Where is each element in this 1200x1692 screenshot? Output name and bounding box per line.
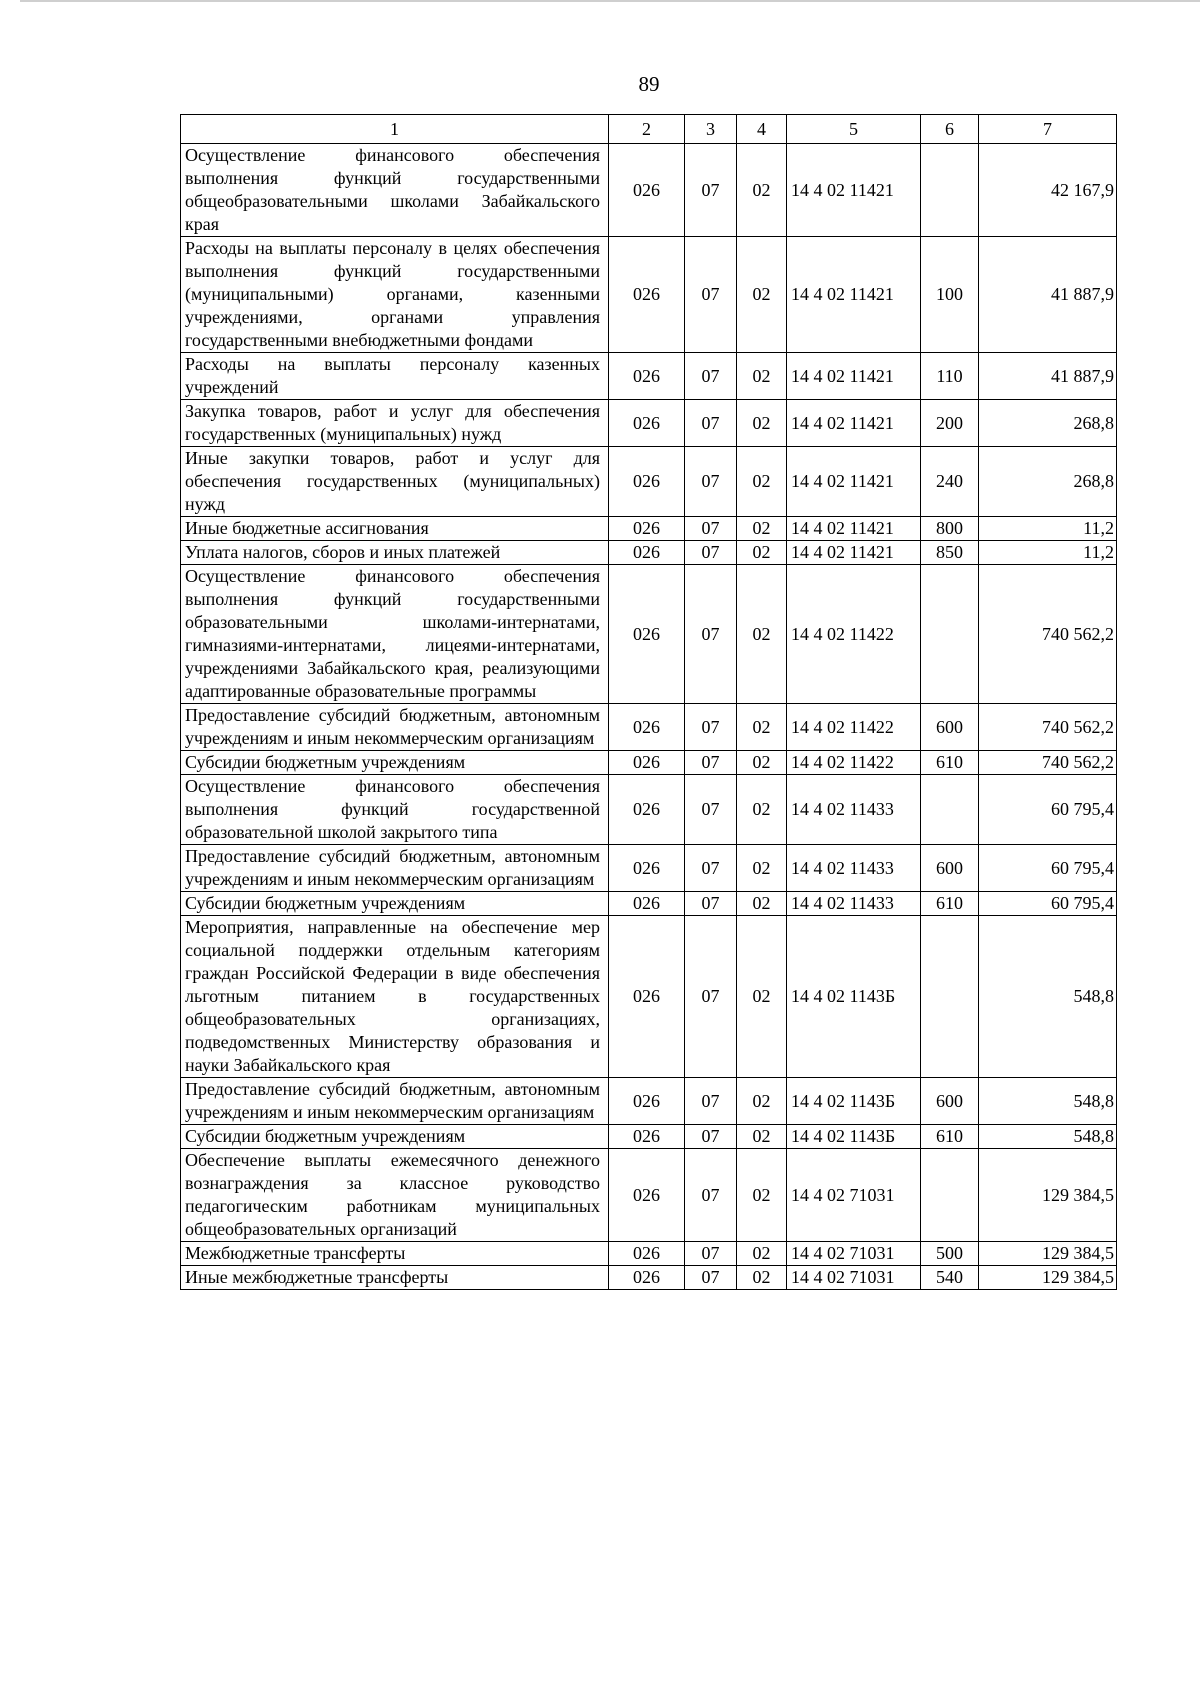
row-amount: 548,8 (979, 1078, 1117, 1125)
row-amount: 129 384,5 (979, 1149, 1117, 1242)
row-amount: 129 384,5 (979, 1242, 1117, 1266)
row-admin-code: 026 (609, 916, 685, 1078)
row-subsection: 02 (737, 704, 787, 751)
row-expense-type (921, 565, 979, 704)
row-expense-type: 610 (921, 1125, 979, 1149)
row-section: 07 (685, 1242, 737, 1266)
row-target-article: 14 4 02 11421 (787, 517, 921, 541)
row-target-article: 14 4 02 11433 (787, 845, 921, 892)
row-target-article: 14 4 02 1143Б (787, 1078, 921, 1125)
row-target-article: 14 4 02 1143Б (787, 1125, 921, 1149)
row-amount: 268,8 (979, 447, 1117, 517)
row-admin-code: 026 (609, 144, 685, 237)
row-target-article: 14 4 02 11421 (787, 447, 921, 517)
row-description: Расходы на выплаты персоналу казенных учреждений (181, 353, 609, 400)
row-admin-code: 026 (609, 1125, 685, 1149)
row-target-article: 14 4 02 11421 (787, 144, 921, 237)
row-description: Иные межбюджетные трансферты (181, 1266, 609, 1290)
row-expense-type (921, 775, 979, 845)
row-section: 07 (685, 1125, 737, 1149)
row-admin-code: 026 (609, 400, 685, 447)
table-row (181, 1149, 1117, 1242)
row-admin-code: 026 (609, 845, 685, 892)
row-target-article: 14 4 02 71031 (787, 1149, 921, 1242)
row-admin-code: 026 (609, 775, 685, 845)
row-amount: 60 795,4 (979, 892, 1117, 916)
row-target-article: 14 4 02 11421 (787, 541, 921, 565)
budget-table (180, 114, 1117, 1290)
row-expense-type: 600 (921, 704, 979, 751)
row-admin-code: 026 (609, 353, 685, 400)
row-admin-code: 026 (609, 1242, 685, 1266)
table-row (181, 1266, 1117, 1290)
row-section: 07 (685, 916, 737, 1078)
row-section: 07 (685, 845, 737, 892)
table-row (181, 447, 1117, 517)
row-expense-type: 200 (921, 400, 979, 447)
row-description: Закупка товаров, работ и услуг для обеспечения государственных (муниципальных) нужд (181, 400, 609, 447)
column-header: 5 (787, 115, 921, 144)
row-description: Иные закупки товаров, работ и услуг для обеспечения государственных (муниципальных) нужд (181, 447, 609, 517)
row-section: 07 (685, 541, 737, 565)
row-subsection: 02 (737, 1078, 787, 1125)
row-description: Предоставление субсидий бюджетным, автономным учреждениям и иным некоммерческим организациям (181, 704, 609, 751)
row-subsection: 02 (737, 916, 787, 1078)
row-subsection: 02 (737, 892, 787, 916)
row-section: 07 (685, 1266, 737, 1290)
table-row (181, 400, 1117, 447)
row-description: Субсидии бюджетным учреждениям (181, 892, 609, 916)
row-section: 07 (685, 237, 737, 353)
row-subsection: 02 (737, 565, 787, 704)
table-row (181, 775, 1117, 845)
row-amount: 548,8 (979, 916, 1117, 1078)
table-row (181, 1242, 1117, 1266)
row-amount: 548,8 (979, 1125, 1117, 1149)
column-header: 7 (979, 115, 1117, 144)
table-row (181, 237, 1117, 353)
row-description: Мероприятия, направленные на обеспечение мер социальной поддержки отдельным категориям граждан Российской Федерации в виде обеспечения льготным питанием в государственных общеобразовательных организациях, подведомственных Министерству образования и науки Забайкальского края (181, 916, 609, 1078)
row-amount: 41 887,9 (979, 237, 1117, 353)
table-row (181, 541, 1117, 565)
row-expense-type: 610 (921, 892, 979, 916)
row-section: 07 (685, 775, 737, 845)
row-section: 07 (685, 353, 737, 400)
row-subsection: 02 (737, 144, 787, 237)
table-header-row (181, 115, 1117, 144)
row-target-article: 14 4 02 11421 (787, 237, 921, 353)
row-amount: 740 562,2 (979, 565, 1117, 704)
row-admin-code: 026 (609, 704, 685, 751)
row-description: Обеспечение выплаты ежемесячного денежного вознаграждения за классное руководство педагогическим работникам муниципальных общеобразовательных организаций (181, 1149, 609, 1242)
row-target-article: 14 4 02 11422 (787, 704, 921, 751)
row-subsection: 02 (737, 1125, 787, 1149)
table-row (181, 517, 1117, 541)
row-amount: 11,2 (979, 541, 1117, 565)
row-subsection: 02 (737, 1242, 787, 1266)
table-row (181, 892, 1117, 916)
row-expense-type: 240 (921, 447, 979, 517)
row-section: 07 (685, 144, 737, 237)
table-row (181, 144, 1117, 237)
row-description: Осуществление финансового обеспечения выполнения функций государственными общеобразовательными школами Забайкальского края (181, 144, 609, 237)
row-description: Расходы на выплаты персоналу в целях обеспечения выполнения функций государственными (муниципальными) органами, казенными учреждениями, органами управления государственными внебюджетными фондами (181, 237, 609, 353)
row-subsection: 02 (737, 237, 787, 353)
row-expense-type: 110 (921, 353, 979, 400)
row-subsection: 02 (737, 1149, 787, 1242)
row-amount: 740 562,2 (979, 751, 1117, 775)
row-section: 07 (685, 892, 737, 916)
table-row (181, 916, 1117, 1078)
row-section: 07 (685, 565, 737, 704)
row-subsection: 02 (737, 541, 787, 565)
row-expense-type: 100 (921, 237, 979, 353)
row-amount: 268,8 (979, 400, 1117, 447)
row-admin-code: 026 (609, 565, 685, 704)
row-subsection: 02 (737, 775, 787, 845)
row-target-article: 14 4 02 11433 (787, 892, 921, 916)
row-amount: 740 562,2 (979, 704, 1117, 751)
row-amount: 60 795,4 (979, 775, 1117, 845)
row-subsection: 02 (737, 1266, 787, 1290)
row-subsection: 02 (737, 751, 787, 775)
row-expense-type: 600 (921, 1078, 979, 1125)
row-target-article: 14 4 02 71031 (787, 1266, 921, 1290)
row-target-article: 14 4 02 71031 (787, 1242, 921, 1266)
row-expense-type: 850 (921, 541, 979, 565)
column-header: 3 (685, 115, 737, 144)
table-row (181, 751, 1117, 775)
row-admin-code: 026 (609, 237, 685, 353)
row-expense-type (921, 1149, 979, 1242)
row-section: 07 (685, 400, 737, 447)
column-header: 2 (609, 115, 685, 144)
row-admin-code: 026 (609, 751, 685, 775)
column-header: 4 (737, 115, 787, 144)
row-expense-type: 600 (921, 845, 979, 892)
row-target-article: 14 4 02 11422 (787, 565, 921, 704)
row-description: Субсидии бюджетным учреждениям (181, 1125, 609, 1149)
row-subsection: 02 (737, 400, 787, 447)
row-amount: 129 384,5 (979, 1266, 1117, 1290)
row-subsection: 02 (737, 447, 787, 517)
row-expense-type: 500 (921, 1242, 979, 1266)
table-row (181, 565, 1117, 704)
row-description: Предоставление субсидий бюджетным, автономным учреждениям и иным некоммерческим организациям (181, 1078, 609, 1125)
table-row (181, 704, 1117, 751)
row-expense-type (921, 144, 979, 237)
column-header: 1 (181, 115, 609, 144)
table-row (181, 1125, 1117, 1149)
row-target-article: 14 4 02 1143Б (787, 916, 921, 1078)
row-target-article: 14 4 02 11421 (787, 353, 921, 400)
row-target-article: 14 4 02 11422 (787, 751, 921, 775)
scan-edge (20, 0, 1200, 2)
row-subsection: 02 (737, 845, 787, 892)
row-section: 07 (685, 751, 737, 775)
row-description: Межбюджетные трансферты (181, 1242, 609, 1266)
row-section: 07 (685, 1149, 737, 1242)
page-number: 89 (638, 72, 660, 96)
row-section: 07 (685, 704, 737, 751)
row-section: 07 (685, 447, 737, 517)
row-admin-code: 026 (609, 517, 685, 541)
row-amount: 41 887,9 (979, 353, 1117, 400)
row-admin-code: 026 (609, 1266, 685, 1290)
row-description: Осуществление финансового обеспечения выполнения функций государственными образовательными школами-интернатами, гимназиями-интернатами, лицеями-интернатами, учреждениями Забайкальского края, реализующими адаптированные образовательные программы (181, 565, 609, 704)
row-target-article: 14 4 02 11433 (787, 775, 921, 845)
row-amount: 11,2 (979, 517, 1117, 541)
table-row (181, 353, 1117, 400)
row-admin-code: 026 (609, 892, 685, 916)
row-admin-code: 026 (609, 541, 685, 565)
row-description: Предоставление субсидий бюджетным, автономным учреждениям и иным некоммерческим организациям (181, 845, 609, 892)
row-description: Осуществление финансового обеспечения выполнения функций государственной образовательной школой закрытого типа (181, 775, 609, 845)
row-expense-type: 540 (921, 1266, 979, 1290)
column-header: 6 (921, 115, 979, 144)
row-amount: 60 795,4 (979, 845, 1117, 892)
row-section: 07 (685, 517, 737, 541)
row-section: 07 (685, 1078, 737, 1125)
row-description: Уплата налогов, сборов и иных платежей (181, 541, 609, 565)
row-admin-code: 026 (609, 447, 685, 517)
row-admin-code: 026 (609, 1149, 685, 1242)
row-expense-type: 800 (921, 517, 979, 541)
table-row (181, 1078, 1117, 1125)
row-description: Иные бюджетные ассигнования (181, 517, 609, 541)
table-row (181, 845, 1117, 892)
row-description: Субсидии бюджетным учреждениям (181, 751, 609, 775)
row-expense-type: 610 (921, 751, 979, 775)
row-target-article: 14 4 02 11421 (787, 400, 921, 447)
row-expense-type (921, 916, 979, 1078)
row-admin-code: 026 (609, 1078, 685, 1125)
row-subsection: 02 (737, 517, 787, 541)
row-subsection: 02 (737, 353, 787, 400)
row-amount: 42 167,9 (979, 144, 1117, 237)
